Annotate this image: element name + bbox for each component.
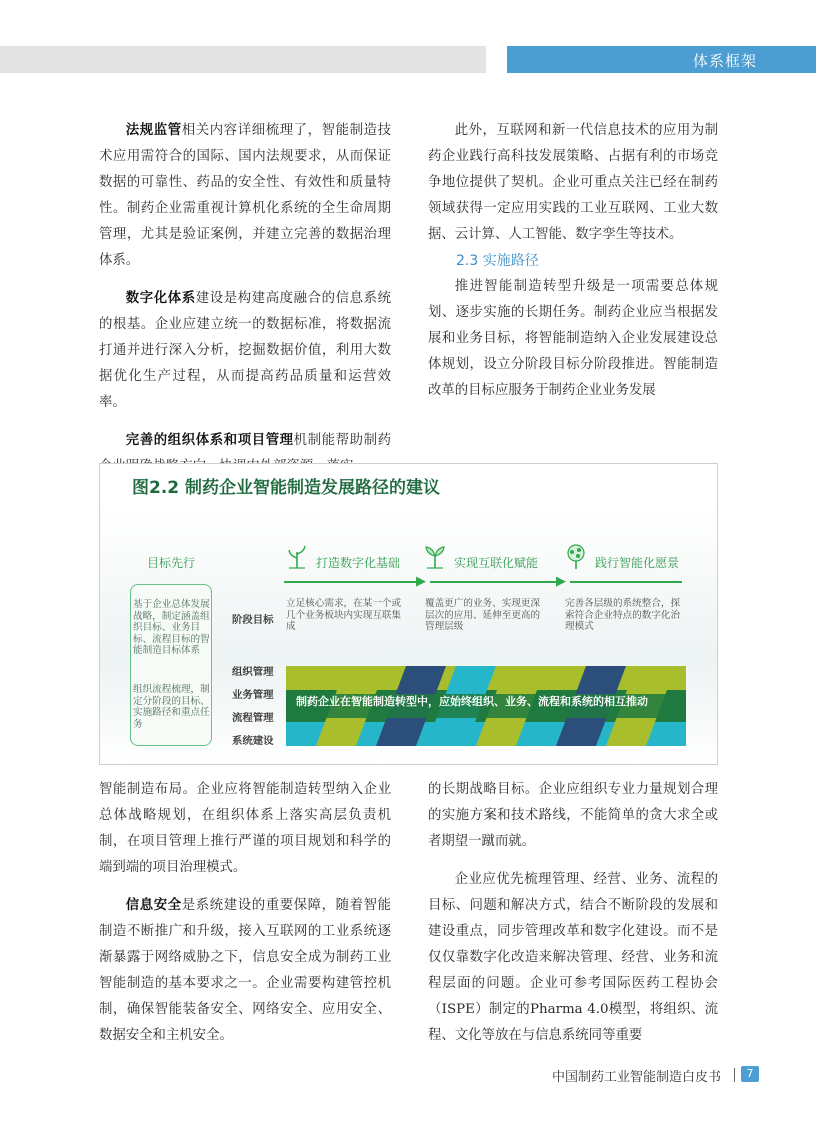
paragraph-continuation: 智能制造布局。企业应将智能制造转型纳入企业总体战略规划，在组织体系上落实高层负责机制，在项目管理上推行严谨的项目规划和科学的端到端的项目治理模式。 [99, 782, 391, 875]
column-right-bottom [428, 777, 718, 1049]
row-label-stage: 阶段目标 [232, 614, 274, 626]
row-label-org: 组织管理 [232, 666, 274, 678]
stage-label-1: 打造数字化基础 [316, 556, 401, 570]
progress-line-1 [284, 581, 416, 583]
paragraph-text: 建设是构建高度融合的信息系统的根基。企业应建立统一的数据标准，将数据流打通并进行深入分析，挖掘数据价值，利用大数据优化生产过程，从而提高药品质量和运营效率。 [99, 291, 392, 410]
paragraph-priority: 企业应优先梳理管理、经营、业务、流程的目标、问题和解决方式，结合不断阶段的发展和建设重点，同步管理改革和数字化建设。而不是仅仅靠数字化改造来解决管理、经营、业务和流程层面的问题。企业可参考国际医药工程协会（ISPE）制定的Pharma 4.0模型，将组织、流程、文化等放在与信息系统同等重要 [428, 872, 718, 1043]
stage-desc-2: 覆盖更广的业务、实现更深层次的应用、延伸至更高的管理层级 [425, 598, 541, 632]
paragraph-long-term: 的长期战略目标。企业应组织专业力量规划合理的实施方案和技术路线，不能简单的贪大求全或者期望一蹴而就。 [428, 782, 718, 849]
paragraph-text: 是系统建设的重要保障，随着智能制造不断推广和升级，接入互联网的工业系统逐渐暴露于网络威胁之下，信息安全成为制药工业智能制造的基本要求之一。企业需要构建管控机制，确保智能装备安全、网络安全、应用安全、数据安全和主机安全。 [99, 898, 392, 1043]
progress-line-2 [430, 581, 556, 583]
arrow-right-icon: ▶ [416, 574, 426, 589]
progress-line-3 [570, 581, 682, 583]
paragraph-regulation [99, 118, 391, 274]
goal-text-1: 基于企业总体发展战略，制定涵盖组织目标、业务目标、流程目标的智能制造目标体系 [133, 599, 210, 656]
paragraph-text: 机制能帮助制药 [293, 433, 391, 448]
paragraph-gap [99, 274, 391, 286]
goal-title: 目标先行 [147, 556, 196, 570]
paragraph-digital-system [99, 286, 391, 416]
stage-desc-1: 立足核心需求，在某一个或几个业务板块内实现互联集成 [286, 598, 402, 632]
section-title: 体系框架 [693, 52, 758, 70]
paragraph-internet-tech: 此外，互联网和新一代信息技术的应用为制药企业践行高科技发展策略、占据有利的市场竞争地位提供了契机。企业可重点关注已经在制药领域获得一定应用实践的工业互联网、工业大数据、云计算、人工智能、数字孪生等技术。 [428, 123, 718, 242]
goal-text-2: 组织流程梳理，制定分阶段的目标、实施路径和重点任务 [133, 684, 210, 730]
row-label-system: 系统建设 [232, 735, 274, 747]
section-heading: 2.3 实施路径 [456, 253, 539, 269]
term-organization: 完善的组织体系和项目管理 [125, 433, 294, 448]
figure-title: 图2.2 制药企业智能制造发展路径的建议 [132, 478, 441, 498]
paragraph-gap [99, 881, 391, 893]
footer-divider [734, 1068, 735, 1082]
sprout-icon [286, 544, 308, 570]
paragraph-gap [428, 855, 718, 867]
footer-title: 中国制药工业智能制造白皮书 [552, 1070, 722, 1085]
paragraph-security [99, 893, 391, 1049]
stage-label-2: 实现互联化赋能 [454, 556, 539, 570]
stage-label-3: 践行智能化愿景 [595, 556, 680, 570]
paragraph-implementation: 推进智能制造转型升级是一项需要总体规划、逐步实施的长期任务。制药企业应当根据发展和业务目标，将智能制造纳入企业发展建设总体规划，设立分阶段目标分阶段推进。智能制造改革的目标应服务于制药企业业务发展 [428, 279, 718, 398]
row-label-process: 流程管理 [232, 712, 274, 724]
column-right-top [428, 118, 718, 404]
row-label-business: 业务管理 [232, 689, 274, 701]
seedling-icon [424, 544, 446, 570]
term-regulation: 法规监管 [125, 123, 182, 138]
page-number: 7 [741, 1066, 759, 1082]
term-digital-system: 数字化体系 [125, 291, 196, 306]
arrow-right-icon: ▶ [556, 574, 566, 589]
term-security: 信息安全 [125, 898, 182, 913]
paragraph-gap [99, 416, 391, 428]
stage-desc-3: 完善各层级的系统整合，探索符合企业特点的数字化治理模式 [565, 598, 681, 632]
column-left-bottom [99, 777, 391, 1049]
section-tab [507, 46, 816, 73]
band-caption: 制药企业在智能制造转型中，应始终组织、业务、流程和系统的相互推动 [296, 695, 648, 708]
column-left-top [99, 118, 391, 480]
tree-icon [564, 544, 588, 570]
figure-2-2 [99, 463, 718, 765]
header-bar [0, 46, 486, 73]
paragraph-text: 相关内容详细梳理了，智能制造技术应用需符合的国际、国内法规要求，从而保证数据的可靠性、药品的安全性、有效性和质量特性。制药企业需重视计算机化系统的全生命周期管理，尤其是验证案例，并建立完善的数据治理体系。 [99, 123, 392, 268]
